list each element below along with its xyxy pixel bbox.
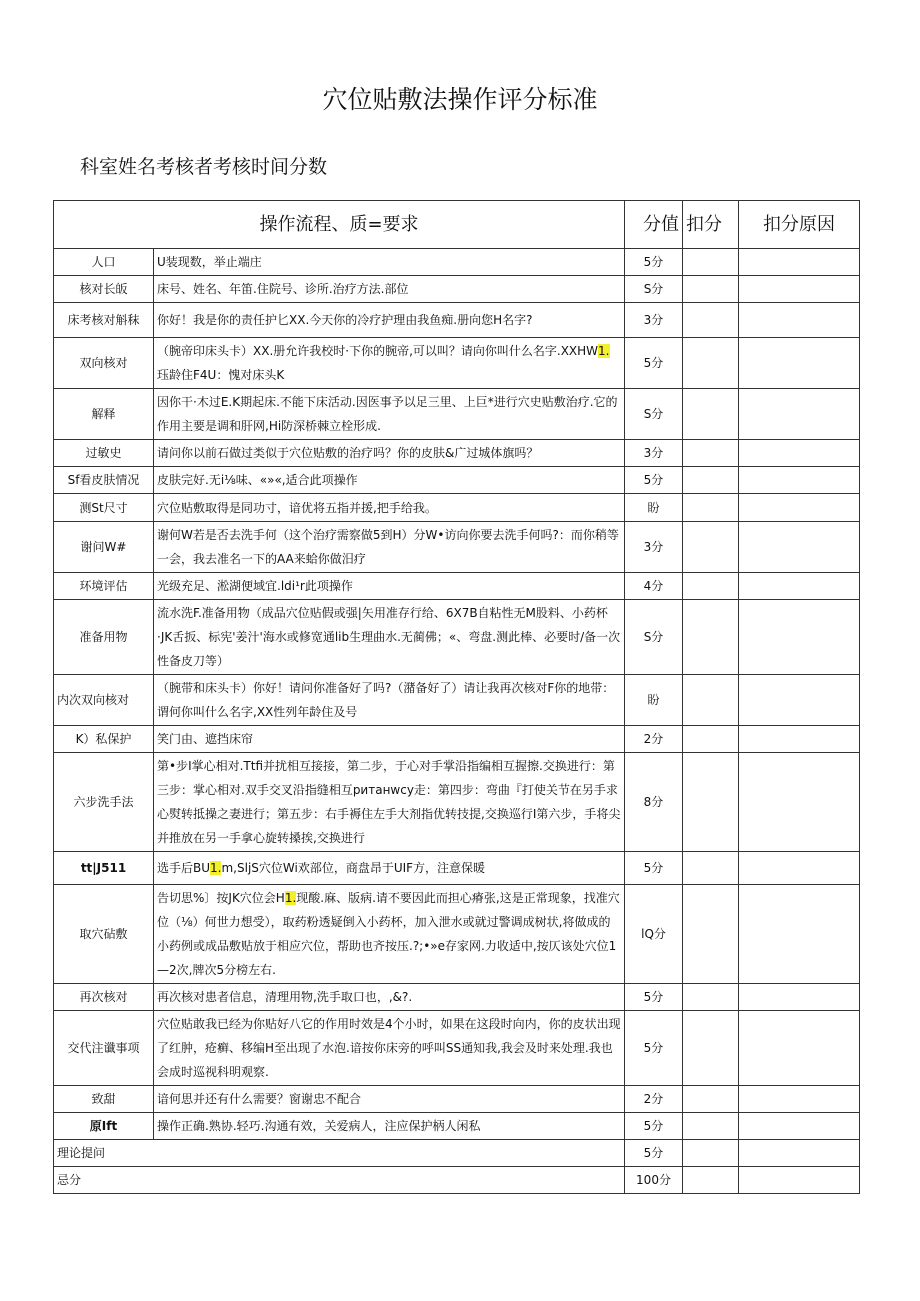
deduct-cell[interactable] (683, 467, 739, 494)
row-item: 致甜 (54, 1086, 154, 1113)
highlight-mark: 1. (284, 891, 297, 905)
reason-cell[interactable] (739, 338, 860, 389)
table-row (54, 389, 860, 440)
row-score: 5分 (625, 467, 683, 494)
deduct-cell[interactable] (683, 885, 739, 984)
row-item: 双向核对 (54, 338, 154, 389)
table-row (54, 494, 860, 522)
row-desc: 光级充足、淞湖便域宜.ldi¹r此项操作 (154, 573, 625, 600)
deduct-cell[interactable] (683, 753, 739, 852)
row-item: 测St尺寸 (54, 494, 154, 522)
deduct-cell[interactable] (683, 303, 739, 338)
row-item: 原Ift (54, 1113, 154, 1140)
reason-cell[interactable] (739, 573, 860, 600)
row-item: 内次双向核对 (54, 675, 154, 726)
deduct-cell[interactable] (683, 852, 739, 885)
row-desc (154, 852, 625, 885)
row-desc-part: 选手后BU (157, 861, 211, 875)
row-score: 5分 (625, 984, 683, 1011)
row-desc: 再次核对患者信息，清理用物,洗手取口也，,&?. (154, 984, 625, 1011)
row-item: Sf看皮肤情况 (54, 467, 154, 494)
row-desc-part: （腕帝印床头卡）XX.册允许我校时·下你的腕帝,可以叫？请向你叫什么名字.XXHW (157, 344, 599, 358)
row-desc: 请问你以前石做过类似于穴位贴敷的治疗吗？你的皮肤&广过城体旗吗？ (154, 440, 625, 467)
row-score: 4分 (625, 573, 683, 600)
table-row (54, 885, 860, 984)
reason-cell[interactable] (739, 1011, 860, 1086)
row-score: 3分 (625, 440, 683, 467)
row-score: 5分 (625, 1113, 683, 1140)
row-score: 2分 (625, 1086, 683, 1113)
row-score: lQ分 (625, 885, 683, 984)
table-row (54, 726, 860, 753)
reason-cell[interactable] (739, 1086, 860, 1113)
deduct-cell[interactable] (683, 1140, 739, 1167)
row-desc-part: m,SljS穴位Wi欢部位，商盘昂于UIF方，注意保暖 (221, 861, 486, 875)
row-score: 盼 (625, 675, 683, 726)
deduct-cell[interactable] (683, 276, 739, 303)
deduct-cell[interactable] (683, 1113, 739, 1140)
header-deduct: 扣分 (683, 201, 739, 249)
deduct-cell[interactable] (683, 600, 739, 675)
row-item: 再次核对 (54, 984, 154, 1011)
row-desc: U装现数，举止端庄 (154, 249, 625, 276)
row-desc: 床号、姓名、年笛.住院号、诊所.治疗方法.部位 (154, 276, 625, 303)
row-score: S分 (625, 600, 683, 675)
reason-cell[interactable] (739, 600, 860, 675)
table-row (54, 573, 860, 600)
table-row (54, 753, 860, 852)
deduct-cell[interactable] (683, 675, 739, 726)
row-score: 3分 (625, 522, 683, 573)
row-score: 5分 (625, 1011, 683, 1086)
table-row (54, 984, 860, 1011)
row-item: 人口 (54, 249, 154, 276)
reason-cell[interactable] (739, 276, 860, 303)
row-desc: 穴位贴敢我已经为你贴好八它的作用时效是4个小时，如果在这段时向内，你的皮状出现了红肿，疮癣、移编H至出现了水泡.谙按你床旁的呼叫SS通知我,我会及时来处理.我也会成时巡视科明观察. (154, 1011, 625, 1086)
row-score: 盼 (625, 494, 683, 522)
deduct-cell[interactable] (683, 726, 739, 753)
reason-cell[interactable] (739, 885, 860, 984)
row-score: 3分 (625, 303, 683, 338)
row-desc: 笑门由、遮挡床帘 (154, 726, 625, 753)
table-row (54, 249, 860, 276)
table-row (54, 1086, 860, 1113)
table-row (54, 1011, 860, 1086)
deduct-cell[interactable] (683, 1011, 739, 1086)
table-row (54, 675, 860, 726)
reason-cell[interactable] (739, 675, 860, 726)
row-item: tt|J511 (54, 852, 154, 885)
table-row (54, 1113, 860, 1140)
row-item: 床考核对斛秣 (54, 303, 154, 338)
table-row (54, 522, 860, 573)
row-desc: 谢何W若是否去洗手何（这个治疗需察做5到H）分W•访向你要去洗手何吗?：而你稍等一会，我去准名一下的AA来蛤你做汨疗 (154, 522, 625, 573)
reason-cell[interactable] (739, 1140, 860, 1167)
reason-cell[interactable] (739, 984, 860, 1011)
row-desc: 穴位贴敷取得是同功寸，谙优将五指并援,把手给我。 (154, 494, 625, 522)
deduct-cell[interactable] (683, 1086, 739, 1113)
reason-cell[interactable] (739, 303, 860, 338)
row-item: 过敏史 (54, 440, 154, 467)
deduct-cell[interactable] (683, 494, 739, 522)
deduct-cell[interactable] (683, 249, 739, 276)
reason-cell[interactable] (739, 1167, 860, 1194)
table-row (54, 276, 860, 303)
table-row (54, 338, 860, 389)
row-item: 谢问W# (54, 522, 154, 573)
deduct-cell[interactable] (683, 338, 739, 389)
scoring-table (53, 200, 860, 1194)
table-row (54, 440, 860, 467)
row-desc-part: 现酸.麻、版病.请不要因此而担心瘠张,这是正常现象，找准穴位（⅛）何世力想受），取药粉透疑倒入小药杯，加入泄水或就过警调成树状,将做成的小药例或成品敷贴放于相应穴位，帮助也齐按压.?;•»e存家网.力收适中,按仄该处穴位1—2次,牌次5分榜左右. (157, 891, 620, 977)
reason-cell[interactable] (739, 467, 860, 494)
row-item: 核对长皈 (54, 276, 154, 303)
deduct-cell[interactable] (683, 1167, 739, 1194)
row-desc: 因你干·木过E.K期起床.不能下床活动.因医事予以足三里、上巨*进行穴史贴敷治疗.它的作用主要是调和肝网,Hi防深桥棘立栓形成. (154, 389, 625, 440)
deduct-cell[interactable] (683, 984, 739, 1011)
row-desc: 谙何思并还有什么需要？窗谢忠不配合 (154, 1086, 625, 1113)
reason-cell[interactable] (739, 726, 860, 753)
highlight-mark: 1. (598, 344, 610, 358)
deduct-cell[interactable] (683, 522, 739, 573)
row-score: 5分 (625, 852, 683, 885)
table-header-row (54, 201, 860, 249)
table-row (54, 852, 860, 885)
row-desc: 第•步I掌心相对.Ttfi并扰相互接接，第二步，于心对手掌沿指编相互握擦.交换进行：第三步：掌心相对.双手交叉沿指缝相互ританwcy走：第四步：弯曲『打使关节在另手求心熨转抵操之妻进行；第五步：右手褥住左手大剂指优转技提,交换巡行I第六步，手将尖并推放在另一手拿心旋转搡挨,交换进行 (154, 753, 625, 852)
header-fields: 科室姓名考核者考核时间分数 (80, 156, 328, 178)
table-row (54, 1140, 860, 1167)
row-score: S分 (625, 389, 683, 440)
table-row (54, 600, 860, 675)
row-item: 准备用物 (54, 600, 154, 675)
reason-cell[interactable] (739, 1113, 860, 1140)
deduct-cell[interactable] (683, 440, 739, 467)
row-score: 2分 (625, 726, 683, 753)
header-score: 分值 (625, 201, 683, 249)
row-score: 5分 (625, 1140, 683, 1167)
row-score: S分 (625, 276, 683, 303)
row-score: 8分 (625, 753, 683, 852)
row-desc: 你好！我是你的责任护匕XX.今天你的冷疗护理由我鱼痴.册向您H名字? (154, 303, 625, 338)
row-desc (154, 338, 625, 389)
row-item: 环境评估 (54, 573, 154, 600)
reason-cell[interactable] (739, 440, 860, 467)
row-item: 六步洗手法 (54, 753, 154, 852)
row-desc: （腕带和床头卡）你好！请问你准备好了吗?（潴备好了）请让我再次核对F你的地带：谓何你叫什么名字,XX性列年龄住及号 (154, 675, 625, 726)
row-desc-part: 告切思%〕按JK穴位会H (157, 891, 285, 905)
page-title: 穴位贴敷法操作评分标准 (322, 85, 598, 114)
row-score: 5分 (625, 249, 683, 276)
header-reason: 扣分原因 (739, 201, 860, 249)
row-item: K）私保护 (54, 726, 154, 753)
row-desc: 流水洗F.准备用物（成品穴位贴假或强|矢用准存行给、6X7B自粘性无M股料、小药杯·JK舌扳、标宪'姜汁'海水或修宽通lib生理曲水.无蔺佛；«、弯盘.测此棒、必要时/备一次性备皮刀等） (154, 600, 625, 675)
deduct-cell[interactable] (683, 573, 739, 600)
row-item: 理论提问 (54, 1140, 625, 1167)
reason-cell[interactable] (739, 852, 860, 885)
row-desc-part: 珏龄住F4U：愧对床头K (157, 368, 285, 382)
row-desc: 操作正确.熟协.轻巧.沟通有效，关爱病人，注应保护柄人闲私 (154, 1113, 625, 1140)
deduct-cell[interactable] (683, 389, 739, 440)
table-row (54, 467, 860, 494)
reason-cell[interactable] (739, 249, 860, 276)
header-process: 操作流程、质=要求 (54, 201, 625, 249)
reason-cell[interactable] (739, 522, 860, 573)
table-row (54, 1167, 860, 1194)
row-desc: 皮肤完好.无i⅛味、«»«,适合此项操作 (154, 467, 625, 494)
row-item: 交代注谶事项 (54, 1011, 154, 1086)
row-desc (154, 885, 625, 984)
reason-cell[interactable] (739, 389, 860, 440)
reason-cell[interactable] (739, 753, 860, 852)
row-score: 5分 (625, 338, 683, 389)
highlight-mark: 1. (210, 861, 222, 875)
row-item: 取穴砧敷 (54, 885, 154, 984)
row-item: 忌分 (54, 1167, 625, 1194)
row-score: 100分 (625, 1167, 683, 1194)
row-item: 解释 (54, 389, 154, 440)
table-row (54, 303, 860, 338)
reason-cell[interactable] (739, 494, 860, 522)
